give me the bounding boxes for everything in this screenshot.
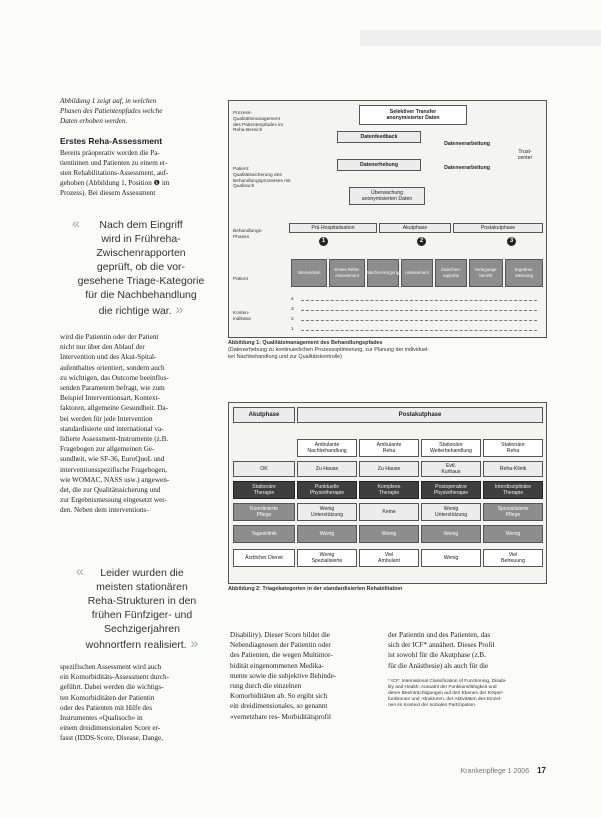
- figure-2: [228, 402, 547, 584]
- quote-open-mark: «: [72, 215, 80, 231]
- header-band: [360, 30, 601, 46]
- text-line: lidierte Assessment-Instrumente (z.B.: [60, 435, 169, 444]
- figure-1-caption: [228, 340, 546, 361]
- process-arrow-5: Zwischen- rapporte: [435, 259, 467, 287]
- process-arrow-4: Assessment: [401, 259, 433, 287]
- text-line: Fragebogen zur allgemeinen Ge-: [60, 445, 155, 454]
- box-selective-transfer: Selektiver Transfer anonymisierter Daten: [359, 105, 467, 125]
- quote-line: frühen Fünfziger- und: [91, 609, 193, 621]
- right-paragraph: [388, 630, 544, 671]
- table-cell: Zu Hause: [297, 461, 357, 477]
- table-cell: Evtl. Kurhaus: [421, 461, 481, 477]
- table-cell: Viel Ambulant: [359, 549, 419, 567]
- cost-line-2: [301, 310, 537, 311]
- footnote: [388, 679, 544, 709]
- text-line: mente sowie die subjektive Behinde-: [230, 671, 337, 680]
- pull-quote-2: [64, 563, 220, 652]
- table-cell: Zu Hause: [359, 461, 419, 477]
- table-cell: Wenig: [421, 549, 481, 567]
- text-line: wird die Patientin oder der Patient: [60, 333, 159, 341]
- box-datenfeedback: Datenfeedback: [337, 131, 421, 143]
- text-line: Daten erhoben werden.: [60, 117, 128, 126]
- table-cell: Wenig: [483, 525, 543, 543]
- scale-mark-4: 4: [291, 297, 294, 302]
- quote-line: geprüft, ob die vor-: [96, 261, 186, 273]
- paragraph-2: [60, 332, 212, 516]
- quote-line: meisten stationären: [96, 581, 188, 593]
- quote-last-line: die richtige war. »: [98, 301, 184, 317]
- table-cell: Wenig: [421, 525, 481, 543]
- text-line: sundheit, wie SF-36, EuroQuoL und: [60, 455, 165, 464]
- label-process-qm: Prozess- Qualitätsmanagement des Patientenpfades im Reha-Bereich: [233, 111, 284, 134]
- pull-quote-1: [66, 215, 216, 318]
- footnote-line: nen im Kontext der sozialen Partizipation.: [388, 702, 477, 708]
- quote-line: gesehene Triage-Kategorie: [77, 275, 205, 287]
- label-phases: Behandlungs- Phasen: [233, 229, 263, 240]
- table-cell: Wenig: [359, 525, 419, 543]
- column-header: Ambulante Nachbehandlung: [297, 439, 357, 457]
- text-line: zu wichtigen, das Outcome beeinflus-: [60, 373, 169, 382]
- text-line: Bereits präoperativ werden die Pa-: [60, 148, 160, 157]
- process-arrow-1: Intervention: [291, 259, 327, 287]
- text-line: Nebendiagnosen der Patientin oder: [230, 641, 331, 650]
- left-column: [60, 96, 212, 199]
- quote-line: Reha-Strukturen in den: [87, 595, 197, 607]
- header-acute: Akutphase: [233, 407, 295, 423]
- quote-line: Nach dem Eingriff: [99, 219, 183, 231]
- process-arrow-6: Verlegungs- bericht: [469, 259, 503, 287]
- text-line: für die Anästhesie) als auch für die: [388, 661, 489, 670]
- table-cell: Interdisziplinäre Therapie: [483, 481, 543, 499]
- text-line: sich der ICF* annähert. Dieses Profil: [388, 641, 495, 650]
- text-line: det, die zur Qualitätssicherung und: [60, 486, 161, 495]
- text-line: aufenthaltes orientiert, sondern auch: [60, 363, 165, 372]
- table-cell: Wenig Spezialisierte: [297, 549, 357, 567]
- text-line: Disability). Dieser Score bildet die: [230, 631, 331, 639]
- quote-line: wird in Frühreha-: [101, 233, 181, 245]
- text-line: nicht nur über den Ablauf der: [60, 343, 145, 352]
- process-arrow-2: Erstes Reha-Assessment: [329, 259, 365, 287]
- scale-mark-2: 2: [291, 317, 294, 322]
- text-line: des Patienten, die wegen Multimor-: [230, 651, 333, 660]
- process-arrow-7: Ergebnis- Messung: [505, 259, 543, 287]
- quote-open-mark: «: [76, 563, 84, 579]
- row-label: Stationäre Therapie: [233, 481, 295, 499]
- quote-line: Zwischenrapporten: [96, 247, 186, 259]
- step-marker-2: 2: [417, 237, 426, 246]
- box-datenverarbeitung-1: Datenverarbeitung: [444, 140, 490, 147]
- label-cost: Kosten- indikator: [233, 311, 252, 322]
- cost-line-4: [301, 330, 537, 331]
- row-label: Tagesklinik: [233, 525, 295, 543]
- text-line: rung durch die einzelnen: [230, 682, 302, 691]
- right-column: [388, 630, 544, 709]
- box-ueberwachung: Überwachung anonymisierten Daten: [349, 187, 425, 205]
- quote-line: Sechzigerjahren: [104, 623, 180, 635]
- text-line: gehoben (Abbildung 1, Position ❶ im: [60, 179, 170, 188]
- phase-akut: Akutphase: [379, 223, 451, 233]
- text-line: Instrumentes «Qualisoch» in: [60, 714, 143, 723]
- text-line: senden Parametern befragt, wie zum: [60, 384, 165, 393]
- column-header: Stationäre Reha: [483, 439, 543, 457]
- text-line: «vernetzbare res- Morbiditätsprofil: [230, 712, 331, 721]
- paragraph-1: [60, 148, 212, 199]
- text-line: standardisierte und international va-: [60, 424, 164, 433]
- footnote-line: deren Beeinträchtigungen auf den Ebenen der Körper-: [388, 690, 504, 696]
- text-line: einem dreidimensionalen Score er-: [60, 724, 161, 733]
- quote-close-mark: »: [171, 301, 184, 317]
- process-arrow-3: Nachversorgung: [367, 259, 399, 287]
- journal-name: Krankenpflege 1 2006: [460, 768, 530, 775]
- text-line: Intervention und des Akut-Spital-: [60, 353, 157, 362]
- text-line: bidität eingenommenen Medika-: [230, 661, 324, 670]
- text-line: den. Neben dem interventions-: [60, 506, 149, 515]
- row-label: Ärztlicher Dienst: [233, 549, 295, 567]
- table-cell: Reha-Klinik: [483, 461, 543, 477]
- scale-mark-3: 3: [291, 307, 294, 312]
- page-number: 17: [537, 766, 546, 775]
- table-cell: Postoperative Physiotherapie: [421, 481, 481, 499]
- text-line: Komorbiditäten ab. So ergibt sich: [230, 692, 328, 701]
- table-cell: Keine: [359, 503, 419, 521]
- phase-prae: Prä Hospitalisation: [289, 223, 377, 233]
- left-column-mid: [60, 332, 212, 516]
- scale-mark-1: 1: [291, 327, 294, 332]
- text-line: interventionsspezifische Fragebogen,: [60, 465, 167, 474]
- step-marker-1: 1: [319, 237, 328, 246]
- section-heading: Erstes Reha-Assessment: [60, 135, 163, 146]
- text-line: tientinnen und Patienten zu einem er-: [60, 158, 168, 167]
- figure-2-caption: Abbildung 2: Triagekategorien in der standardisierten Rehabilitation: [228, 586, 403, 592]
- text-line: fasst (IDDS-Score, Disease, Dange,: [60, 734, 163, 743]
- table-cell: Punktuelle Physiotherapie: [297, 481, 357, 499]
- text-line: Phasen des Patientenpfades welche: [60, 107, 163, 116]
- text-line: ten Komorbiditäten der Patientin: [60, 693, 155, 702]
- intro-paragraph: [60, 96, 212, 127]
- footnote-line: lity and Health: Auswahl der Funktionsfähigkeit und: [388, 684, 497, 690]
- text-line: zur Ergebnismessung eingesetzt wer-: [60, 496, 167, 505]
- table-cell: Wenig Unterstützung: [297, 503, 357, 521]
- box-trustcenter: Trust- center: [517, 148, 533, 161]
- text-line: spezifischen Assessment wird auch: [60, 663, 162, 671]
- text-line: ein dreidimensionales, so genannt: [230, 702, 328, 711]
- table-cell: Wenig: [297, 525, 357, 543]
- footnote-line: funktionen und -strukturen, der Aktivitäten des Einzel-: [388, 696, 502, 702]
- column-header: Ambulante Reha: [359, 439, 419, 457]
- quote-last-line: wohnortfern realisiert. »: [85, 635, 199, 651]
- phase-postakut: Postakutphase: [453, 223, 543, 233]
- column-header: Stationäre Weiterbehandlung: [421, 439, 481, 457]
- text-line: der Patientin und des Patienten, das: [388, 631, 491, 639]
- cost-line-3: [301, 320, 537, 321]
- quote-line: Leider wurden die: [100, 567, 184, 579]
- left-column-bottom: [60, 662, 212, 744]
- row-label: Koordinierte Pflege: [233, 503, 295, 521]
- text-line: sten Rehabilitations-Assessment, auf-: [60, 169, 169, 178]
- text-line: Abbildung 1 zeigt auf, in welchen: [60, 97, 157, 105]
- text-line: Prozess). Bei diesem Assessment: [60, 189, 156, 198]
- text-line: geführt. Dabei werden die wichtigs-: [60, 683, 164, 692]
- caption-text: (Datenerhebung zu kontinuierlichen Prozessoptimierung, zur Planung der individuel- len Nachbehandlung und zur Qualitätskontrolle): [228, 347, 430, 360]
- text-line: faktoren, allgemeine Gesundheit. Da-: [60, 404, 168, 413]
- text-line: wie WOMAC, NASS usw.) angewen-: [60, 475, 170, 484]
- text-line: ein Komorbiditäts-Assessment durch-: [60, 673, 169, 682]
- middle-column: [230, 630, 378, 722]
- label-patient-row: Patient: [233, 277, 248, 282]
- table-cell: Wenig Unterstützung: [421, 503, 481, 521]
- box-datenerhebung: Datenerhebung: [337, 159, 421, 171]
- label-patient-qs: Patient: Qualitätssicherung des Behandlungsprozesses mit Qualisoch: [233, 167, 291, 190]
- text-line: bei werden für jede Intervention: [60, 414, 153, 423]
- step-marker-3: 3: [507, 237, 516, 246]
- table-cell: Viel Betreuung: [483, 549, 543, 567]
- table-cell: Komplexe Therapie: [359, 481, 419, 499]
- row-label: OK: [233, 461, 295, 477]
- quote-close-mark: »: [186, 635, 199, 651]
- text-line: oder des Patienten mit Hilfe des: [60, 703, 153, 712]
- quote-line: für die Nachbehandlung: [85, 289, 197, 301]
- footnote-line: * ICF: International Classification of Functioning, Disabi-: [388, 678, 507, 684]
- middle-paragraph: [230, 630, 378, 722]
- caption-title: Abbildung 1: Qualitätsmanagement des Behandlungspfades: [228, 340, 383, 346]
- text-line: ist sowohl für die Akutphase (z.B.: [388, 651, 487, 660]
- paragraph-3: [60, 662, 212, 744]
- table-cell: Spezialisierte Pflege: [483, 503, 543, 521]
- page-footer: [420, 760, 546, 778]
- figure-1: [228, 100, 547, 338]
- text-line: Beispiel Interventionsart, Kontext-: [60, 394, 161, 403]
- cost-line-1: [301, 300, 537, 301]
- header-postacute: Postakutphase: [297, 407, 543, 423]
- box-datenverarbeitung-2: Datenverarbeitung: [444, 164, 490, 171]
